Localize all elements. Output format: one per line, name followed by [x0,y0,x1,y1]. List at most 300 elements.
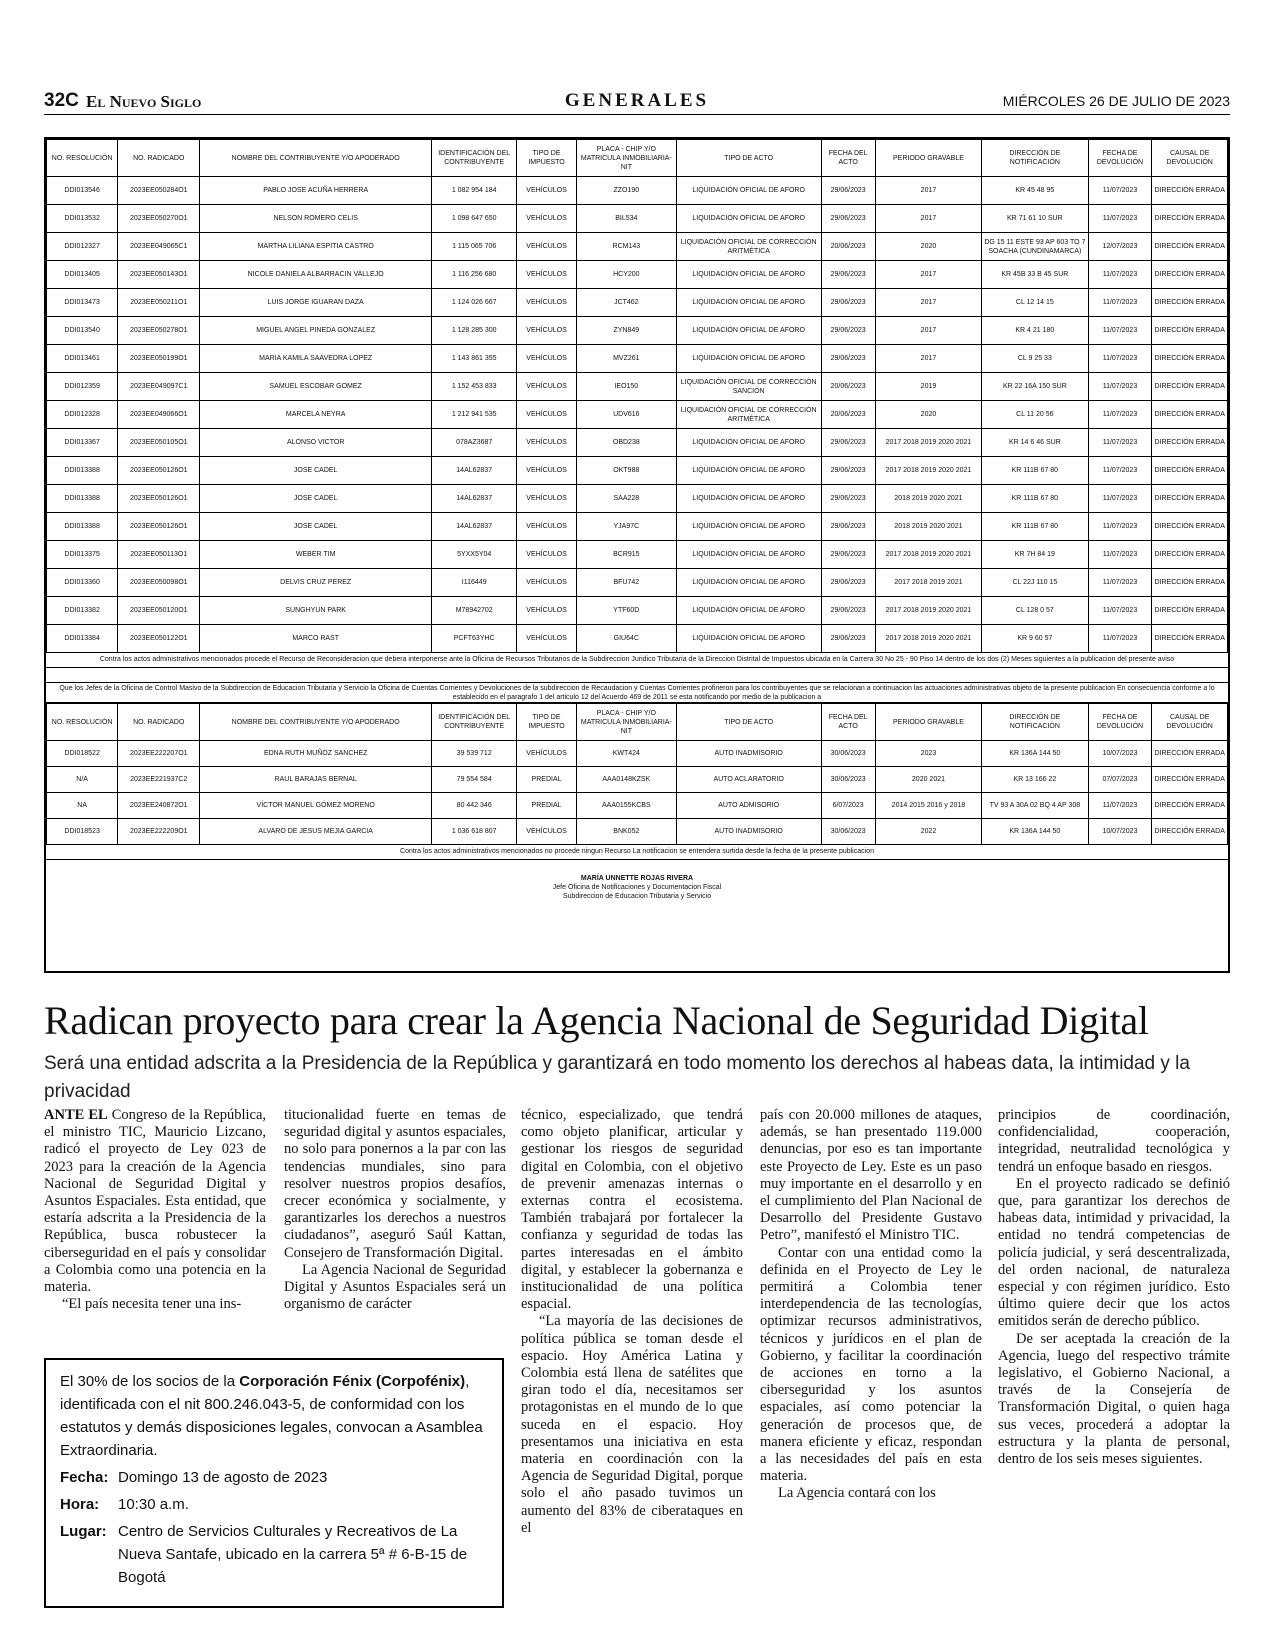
table-cell: KR 14 6 46 SUR [982,429,1088,457]
table-cell: ALVARO DE JESUS MEJIA GARCIA [200,819,432,845]
column-header: NO. RESOLUCIÓN [47,140,118,177]
article-paragraph: En el proyecto radicado se definió que, para garantizar los derechos de habeas data, intimidad y privacidad, la entidad no tendrá competencias de policía judicial, y será descentralizada, del orden nacional, de naturaleza especial y con régimen jurídico. Esto último quiere decir que los actos emitidos serán de derecho público. [998,1175,1230,1330]
table-cell: VEHÍCULOS [517,205,577,233]
table-cell: KR 111B 67 80 [982,457,1088,485]
table-row [47,625,1228,653]
table-cell: 2023EE222209O1 [118,819,200,845]
table-cell: JOSE CADEL [200,457,432,485]
table-cell: 29/06/2023 [821,429,875,457]
table-header-row [47,704,1228,741]
table-cell: DIRECCIÓN ERRADA [1152,233,1228,261]
table-cell: 2017 2018 2019 2020 2021 [875,457,981,485]
table-cell: IEO150 [576,373,676,401]
notice-table-1 [46,139,1228,653]
table-cell: DDI018523 [47,819,118,845]
article-paragraph: La Agencia Nacional de Seguridad Digital y Asuntos Espaciales será un organismo de carácter [284,1261,506,1313]
table-row [47,569,1228,597]
table-cell: 11/07/2023 [1088,317,1152,345]
table-cell: NELSON ROMERO CELIS [200,205,432,233]
table-cell: LIQUIDACIÓN OFICIAL DE AFORO [676,177,821,205]
table-cell: MARCELA NEYRA [200,401,432,429]
table-row [47,793,1228,819]
table-cell: 1 143 861 355 [432,345,517,373]
table-cell: DDI013540 [47,317,118,345]
table-cell: DIRECCIÓN ERRADA [1152,261,1228,289]
table-cell: DDI013473 [47,289,118,317]
table-cell: 30/06/2023 [821,767,875,793]
table-cell: CL 128 0 57 [982,597,1088,625]
table-cell: KR 136A 144 50 [982,741,1088,767]
table-cell: 2023EE049097C1 [118,373,200,401]
table-cell: DDI013375 [47,541,118,569]
table-cell: DIRECCIÓN ERRADA [1152,401,1228,429]
table-cell: DELVIS CRUZ PEREZ [200,569,432,597]
ad-text: El 30% de los socios de la Corporación Fénix (Corpofénix), identificada con el nit 800.246.043-5, de conformidad con los estatutos y demás disposiciones legales, convocan a Asamblea Extraordinaria. [60,1373,483,1459]
table-cell: AUTO ADMISORIO [676,793,821,819]
table-cell: DDI013367 [47,429,118,457]
table-cell: DIRECCIÓN ERRADA [1152,373,1228,401]
table-cell: KR 9 60 57 [982,625,1088,653]
table-cell: DIRECCIÓN ERRADA [1152,485,1228,513]
table-cell: LIQUIDACIÓN OFICIAL DE AFORO [676,457,821,485]
table-cell: KR 7H 84 19 [982,541,1088,569]
table-cell: 1 082 954 184 [432,177,517,205]
article-paragraph: De ser aceptada la creación de la Agencia, luego del respectivo trámite legislativo, el Gobierno Nacional, a través de la Consejería de Transformación Digital, o quien haga sus veces, procederá a adoptar la estructura y la planta de personal, dentro de los seis meses siguientes. [998,1330,1230,1468]
table-cell: 2018 2019 2020 2021 [875,513,981,541]
table-cell: VEHÍCULOS [517,233,577,261]
table-cell: CL 12 14 15 [982,289,1088,317]
table-cell: AAA0155KCBS [576,793,676,819]
table-cell: 2023EE050284O1 [118,177,200,205]
header-rule [44,114,1230,115]
table-cell: 14AL62837 [432,485,517,513]
table-cell: LIQUIDACIÓN OFICIAL DE AFORO [676,205,821,233]
article-paragraph: “El país necesita tener una ins- [62,1296,242,1313]
newspaper-name: El Nuevo Siglo [86,92,202,111]
table-cell: LIQUIDACIÓN OFICIAL DE AFORO [676,345,821,373]
column-header: FECHA DEL ACTO [821,704,875,741]
table-cell: N/A [47,767,118,793]
table-cell: 2023EE050278O1 [118,317,200,345]
table-cell: LIQUIDACIÓN OFICIAL DE CORRECCIÓN SANCIÓN [676,373,821,401]
table-cell: YTF60D [576,597,676,625]
table-cell: BCR915 [576,541,676,569]
table-cell: 29/06/2023 [821,261,875,289]
column-header: TIPO DE IMPUESTO [517,140,577,177]
table-cell: 14AL62837 [432,457,517,485]
table-cell: JCT462 [576,289,676,317]
ad-organization: Corporación Fénix (Corpofénix) [239,1373,466,1390]
signature-block [46,860,1228,916]
table-cell: AUTO INADMISORIO [676,819,821,845]
table-cell: PCFT63YHC [432,625,517,653]
table-cell: VEHÍCULOS [517,261,577,289]
table-cell: 1 152 453 833 [432,373,517,401]
table-cell: 2017 2018 2019 2020 2021 [875,541,981,569]
table-cell: 2023EE050126O1 [118,457,200,485]
table-cell: 11/07/2023 [1088,261,1152,289]
table-cell: 20/06/2023 [821,233,875,261]
table-cell: DIRECCIÓN ERRADA [1152,741,1228,767]
table-cell: DDI013388 [47,513,118,541]
table-cell: 1 036 618 807 [432,819,517,845]
table-cell: KR 13 166 22 [982,767,1088,793]
table-cell: 80 442 346 [432,793,517,819]
table-cell: CL 9 25 33 [982,345,1088,373]
article-title: Radican proyecto para crear la Agencia Nacional de Seguridad Digital [44,998,1149,1043]
table-cell: KR 111B 67 80 [982,513,1088,541]
table-cell: GIU64C [576,625,676,653]
article-paragraph: principios de coordinación, confidencialidad, cooperación, integridad, neutralidad tecnológica y tendrá un enfoque basado en riesgos. [998,1107,1230,1175]
table-cell: 2023EE050120O1 [118,597,200,625]
table-cell: DIRECCIÓN ERRADA [1152,767,1228,793]
table-cell: LIQUIDACIÓN OFICIAL DE AFORO [676,429,821,457]
table-cell: 29/06/2023 [821,541,875,569]
table-cell: DDI013405 [47,261,118,289]
table-cell: LIQUIDACIÓN OFICIAL DE AFORO [676,513,821,541]
table-cell: DIRECCIÓN ERRADA [1152,205,1228,233]
column-header: CAUSAL DE DEVOLUCIÓN [1152,140,1228,177]
table-cell: 2020 2021 [875,767,981,793]
column-header: FECHA DEL ACTO [821,140,875,177]
table-cell: VEHÍCULOS [517,317,577,345]
table-row [47,457,1228,485]
ad-place-row: Lugar: Centro de Servicios Culturales y Recreativos de La Nueva Santafe, ubicado en la carrera 5ª # 6-B-15 de Bogotá [60,1523,468,1586]
table-row [47,233,1228,261]
table-cell: KR 45B 33 B 45 SUR [982,261,1088,289]
table-cell: 2017 [875,317,981,345]
table-cell: DIRECCIÓN ERRADA [1152,429,1228,457]
table-cell: DDI013360 [47,569,118,597]
table-cell: DIRECCIÓN ERRADA [1152,625,1228,653]
table-cell: DDI013388 [47,485,118,513]
table-cell: MVZ261 [576,345,676,373]
notice-table-2 [46,703,1228,845]
column-header: PLACA - CHIP Y/O MATRICULA INMOBILIARIA-NIT [576,140,676,177]
table-cell: 1 116 256 680 [432,261,517,289]
table-cell: NICOLE DANIELA ALBARRACIN VALLEJO [200,261,432,289]
table-row [47,373,1228,401]
table-cell: LIQUIDACIÓN OFICIAL DE AFORO [676,317,821,345]
table-row [47,345,1228,373]
table-cell: MIGUEL ANGEL PINEDA GONZALEZ [200,317,432,345]
table-cell: 2023EE050113O1 [118,541,200,569]
table-cell: AAA0148KZSK [576,767,676,793]
table-cell: LIQUIDACIÓN OFICIAL DE CORRECCIÓN ARITMÉTICA [676,401,821,429]
table-cell: 2020 [875,233,981,261]
table-cell: 2019 [875,373,981,401]
column-header: PLACA - CHIP Y/O MATRICULA INMOBILIARIA-NIT [576,704,676,741]
column-header: NO. RADICADO [118,140,200,177]
table-cell: JOSE CADEL [200,513,432,541]
table-cell: DIRECCIÓN ERRADA [1152,569,1228,597]
table-cell: 11/07/2023 [1088,373,1152,401]
table-row [47,177,1228,205]
table-cell: LIQUIDACIÓN OFICIAL DE CORRECCIÓN ARITMÉTICA [676,233,821,261]
table-cell: LIQUIDACIÓN OFICIAL DE AFORO [676,541,821,569]
table-cell: 29/06/2023 [821,177,875,205]
column-header: TIPO DE ACTO [676,140,821,177]
table-cell: 2023EE050199O1 [118,345,200,373]
table-cell: 79 554 584 [432,767,517,793]
spacer [46,668,1228,683]
table-cell: 5YXX5Y04 [432,541,517,569]
table-cell: VEHÍCULOS [517,177,577,205]
column-header: TIPO DE ACTO [676,704,821,741]
table-cell: 2022 [875,819,981,845]
table-cell: 2023EE050270O1 [118,205,200,233]
table-cell: KR 22 16A 150 SUR [982,373,1088,401]
table-cell: DDI013546 [47,177,118,205]
article-paragraph: titucionalidad fuerte en temas de seguridad digital y asuntos espaciales, no solo para ponernos a la par con las tendencias mundiales, sino para resolver nuestros propios desafíos, crecer económica y socialmente, y garantizarles los derechos a nuestros ciudadanos”, aseguró Saúl Kattan, Consejero de Transformación Digital. [284,1107,506,1261]
table-row [47,289,1228,317]
table-cell: 29/06/2023 [821,485,875,513]
table-cell: 30/06/2023 [821,741,875,767]
table-cell: DIRECCIÓN ERRADA [1152,819,1228,845]
table-cell: MARTHA LILIANA ESPITIA CASTRO [200,233,432,261]
table-cell: 12/07/2023 [1088,233,1152,261]
table-cell: VEHÍCULOS [517,429,577,457]
column-header: NOMBRE DEL CONTRIBUYENTE Y/O APODERADO [200,140,432,177]
table-cell: PABLO JOSE ACUÑA HERRERA [200,177,432,205]
table-cell: VEHÍCULOS [517,597,577,625]
article-paragraph: “La mayoría de las decisiones de política pública se toman desde el espacio. Hoy América Latina y Colombia está llena de satélites que giran todo el día, necesitamos ser protagonistas en el mundo de lo que suceda en el espacio. Hoy presentamos una iniciativa en esta materia en coordinación con la Agencia de Seguridad Digital, porque solo el año pasado tuvimos un aumento del 83% de ciberataques en el [521,1313,743,1536]
table-cell: DDI013461 [47,345,118,373]
table-cell: 07/07/2023 [1088,767,1152,793]
table-cell: VEHÍCULOS [517,401,577,429]
table-cell: AUTO INADMISORIO [676,741,821,767]
table-cell: LIQUIDACIÓN OFICIAL DE AFORO [676,569,821,597]
table-cell: 10/07/2023 [1088,819,1152,845]
table-cell: NA [47,793,118,819]
table-cell: DIRECCIÓN ERRADA [1152,457,1228,485]
table-cell: DG 15 11 ESTE 93 AP 603 TO 7 SOACHA (CUNDINAMARCA) [982,233,1088,261]
table-cell: 078AZ3687 [432,429,517,457]
table-row [47,429,1228,457]
table-cell: DIRECCIÓN ERRADA [1152,597,1228,625]
table-row [47,401,1228,429]
table-cell: KR 71 61 10 SUR [982,205,1088,233]
table-cell: M78942702 [432,597,517,625]
table-cell: BFU742 [576,569,676,597]
table-row [47,541,1228,569]
table-cell: DDI013384 [47,625,118,653]
table-cell: LIQUIDACIÓN OFICIAL DE AFORO [676,625,821,653]
table-cell: 2023EE050098O1 [118,569,200,597]
ad-date-row: Fecha: Domingo 13 de agosto de 2023 [60,1469,328,1486]
table-cell: 14AL62837 [432,513,517,541]
table-cell: 6/07/2023 [821,793,875,819]
table-cell: 2017 2018 2019 2021 [875,569,981,597]
table-cell: 11/07/2023 [1088,401,1152,429]
table-cell: 11/07/2023 [1088,597,1152,625]
column-header: FECHA DE DEVOLUCIÓN [1088,140,1152,177]
table-cell: OKT988 [576,457,676,485]
table-cell: CL 11 20 56 [982,401,1088,429]
table-cell: 2017 2018 2019 2020 2021 [875,625,981,653]
table-cell: 11/07/2023 [1088,513,1152,541]
article-paragraph: La Agencia contará con los [778,1485,936,1502]
table-cell: DDI013382 [47,597,118,625]
column-header: NO. RADICADO [118,704,200,741]
table-cell: VEHÍCULOS [517,569,577,597]
article-column-1 [44,1107,266,1313]
table-cell: 1 115 065 706 [432,233,517,261]
column-header: IDENTIFICACIÓN DEL CONTRIBUYENTE [432,140,517,177]
article-paragraph: técnico, especializado, que tendrá como objeto planificar, articular y gestionar los riesgos de seguridad digital en Colombia, con el objetivo de prevenir amenazas internas o externas contra el ecosistema. También trabajará por fortalecer la confianza y seguridad de todas las partes interesadas en el ámbito digital, y establecer la gobernanza e institucionalidad de una política espacial. [521,1107,743,1313]
table-cell: 39 539 712 [432,741,517,767]
table-cell: 2023EE050126O1 [118,485,200,513]
table-cell: 11/07/2023 [1088,793,1152,819]
column-header: FECHA DE DEVOLUCIÓN [1088,704,1152,741]
table-cell: OBD238 [576,429,676,457]
column-header: NO. RESOLUCIÓN [47,704,118,741]
table-cell: DIRECCIÓN ERRADA [1152,317,1228,345]
table-cell: 2023EE049066O1 [118,401,200,429]
table-cell: HCY200 [576,261,676,289]
signer-name: MARÍA UNNETTE ROJAS RIVERA [580,875,694,882]
table-cell: 2014 2015 2016 y 2018 [875,793,981,819]
table-cell: DDI018522 [47,741,118,767]
table-cell: PREDIAL [517,767,577,793]
table-cell: 2017 2018 2019 2020 2021 [875,429,981,457]
table-cell: LIQUIDACIÓN OFICIAL DE AFORO [676,485,821,513]
table-cell: VEHÍCULOS [517,541,577,569]
table-cell: LIQUIDACIÓN OFICIAL DE AFORO [676,597,821,625]
table-cell: I116449 [432,569,517,597]
column-header: TIPO DE IMPUESTO [517,704,577,741]
table-cell: ALONSO VICTOR [200,429,432,457]
table-cell: 2018 2019 2020 2021 [875,485,981,513]
table-cell: RCM143 [576,233,676,261]
section-name: GENERALES [564,90,710,111]
table-cell: 1 212 941 535 [432,401,517,429]
table-cell: MARCO RAST [200,625,432,653]
column-header: CAUSAL DE DEVOLUCIÓN [1152,704,1228,741]
table-cell: 2023EE050105O1 [118,429,200,457]
table-cell: 11/07/2023 [1088,345,1152,373]
table-cell: BNK052 [576,819,676,845]
table-cell: SAA228 [576,485,676,513]
table-cell: 20/06/2023 [821,373,875,401]
column-header: NOMBRE DEL CONTRIBUYENTE Y/O APODERADO [200,704,432,741]
table-cell: 2023EE240872O1 [118,793,200,819]
table-cell: 29/06/2023 [821,457,875,485]
issue-date: MIÉRCOLES 26 DE JULIO DE 2023 [1002,93,1230,109]
signer-role: Jefe Oficina de Notificaciones y Documentacion Fiscal [552,884,722,891]
table-cell: LIQUIDACIÓN OFICIAL DE AFORO [676,261,821,289]
table-cell: 11/07/2023 [1088,625,1152,653]
column-header: IDENTIFICACIÓN DEL CONTRIBUYENTE [432,704,517,741]
table-cell: 29/06/2023 [821,345,875,373]
article-paragraph: país con 20.000 millones de ataques, además, se han presentado 119.000 denuncias, por eso es tan importante este Proyecto de Ley. Este es un paso muy importante en el desarrollo y en el cumplimiento del Plan Nacional de Desarrollo del Presidente Gustavo Petro”, manifestó el Ministro TIC. [760,1107,982,1244]
table-cell: CL 22J 110 15 [982,569,1088,597]
table-cell: VEHÍCULOS [517,513,577,541]
table-cell: BIL534 [576,205,676,233]
table-cell: DDI013388 [47,457,118,485]
table-cell: PREDIAL [517,793,577,819]
table-cell: VEHÍCULOS [517,289,577,317]
table-cell: LIQUIDACIÓN OFICIAL DE AFORO [676,289,821,317]
table-cell: 2020 [875,401,981,429]
table-cell: ZYN849 [576,317,676,345]
table-cell: DIRECCIÓN ERRADA [1152,289,1228,317]
no-appeal-note: Contra los actos administrativos mencionados no procede ningun Recurso La notificacion se entendera surtida desde la fecha de la presente publicacion [46,845,1228,860]
table-cell: DIRECCIÓN ERRADA [1152,541,1228,569]
table-cell: 11/07/2023 [1088,289,1152,317]
table-cell: KWT424 [576,741,676,767]
table-cell: DDI012359 [47,373,118,401]
table-cell: DDI013532 [47,205,118,233]
table-cell: VEHÍCULOS [517,625,577,653]
table-cell: VEHÍCULOS [517,457,577,485]
article-paragraph: Contar con una entidad como la definida en el Proyecto de Ley le permitirá a Colombia tener interdependencia de las tecnologías, optimizar recursos administrativos, técnicos y jurídicos en el plan de Gobierno, y facilitar la coordinación de acciones en torno a la ciberseguridad y los asuntos espaciales, así como potenciar la generación de procesos que, de manera eficiente y eficaz, respondan a las necesidades del país en esta materia. [760,1244,982,1485]
table-cell: 1 128 285 300 [432,317,517,345]
article-column-3 [521,1107,743,1537]
article-column-4 [760,1107,982,1503]
column-header: DIRECCIÓN DE NOTIFICACIÓN [982,140,1088,177]
table-cell: 2023EE049065C1 [118,233,200,261]
table-cell: 2023EE050126O1 [118,513,200,541]
table-cell: 1 124 026 667 [432,289,517,317]
signer-office: Subdireccion de Educacion Tributaria y Servicio [562,893,712,900]
table-cell: YJA97C [576,513,676,541]
table-cell: KR 4 21 180 [982,317,1088,345]
table-cell: LUIS JORGE IGUARAN DAZA [200,289,432,317]
page-header [44,90,1230,114]
table-cell: 2017 [875,261,981,289]
table-cell: 2023EE221937C2 [118,767,200,793]
table-row [47,485,1228,513]
table-body [47,177,1228,653]
table-cell: VEHÍCULOS [517,819,577,845]
table-cell: UDV616 [576,401,676,429]
table-cell: 2017 [875,177,981,205]
table-cell: 2023 [875,741,981,767]
table-cell: WEBER TIM [200,541,432,569]
column-header: PERIODO GRAVABLE [875,704,981,741]
table-cell: VÍCTOR MANUEL GÓMEZ MORENO [200,793,432,819]
table-cell: VEHÍCULOS [517,741,577,767]
article-column-2 [284,1107,506,1313]
table-cell: DIRECCIÓN ERRADA [1152,513,1228,541]
table-cell: 2017 [875,345,981,373]
table-cell: 11/07/2023 [1088,457,1152,485]
article-paragraph: ANTE EL Congreso de la República, el ministro TIC, Mauricio Lizcano, radicó el proyecto de Ley 023 de 2023 para la creación de la Agencia Nacional de Seguridad Digital y Asuntos Espaciales. Esta entidad, que estaría adscrita a la Presidencia de la República, busca robustecer la ciberseguridad en el país y consolidar a Colombia como una potencia en la materia. [44,1107,267,1296]
assembly-ad [44,1358,504,1608]
table-cell: 29/06/2023 [821,513,875,541]
table-cell: ZZO190 [576,177,676,205]
table-row [47,819,1228,845]
table-cell: 29/06/2023 [821,597,875,625]
table-cell: DDI012328 [47,401,118,429]
table-cell: 29/06/2023 [821,289,875,317]
table-row [47,205,1228,233]
table-cell: 30/06/2023 [821,819,875,845]
table-cell: 2023EE050211O1 [118,289,200,317]
table-cell: 1 098 647 650 [432,205,517,233]
table-cell: SAMUEL ESCOBAR GOMEZ [200,373,432,401]
table-cell: KR 45 48 95 [982,177,1088,205]
table-cell: 11/07/2023 [1088,485,1152,513]
table-cell: 2017 [875,205,981,233]
table-row [47,317,1228,345]
table-cell: AUTO ACLARATORIO [676,767,821,793]
table-row [47,597,1228,625]
intro-note: Que los Jefes de la Oficina de Control Masivo de la Subdireccion de Educacion Tributaria y Servicio la Oficina de Cuentas Corrientes y Devoluciones de la subdireccion de Recaudacion y Cuentas Corrientes profirieron para los contribuyentes que se relacionan a continuacion las actuaciones administrativas objeto de la presente publicacion En consecuencia conforme a lo establecido en el paragrafo 1 del articulo 12 del Acuerdo 469 de 2011 se esta notificando por medio de la publicacion a [46,683,1228,703]
table-cell: JOSE CADEL [200,485,432,513]
table-body [47,741,1228,845]
